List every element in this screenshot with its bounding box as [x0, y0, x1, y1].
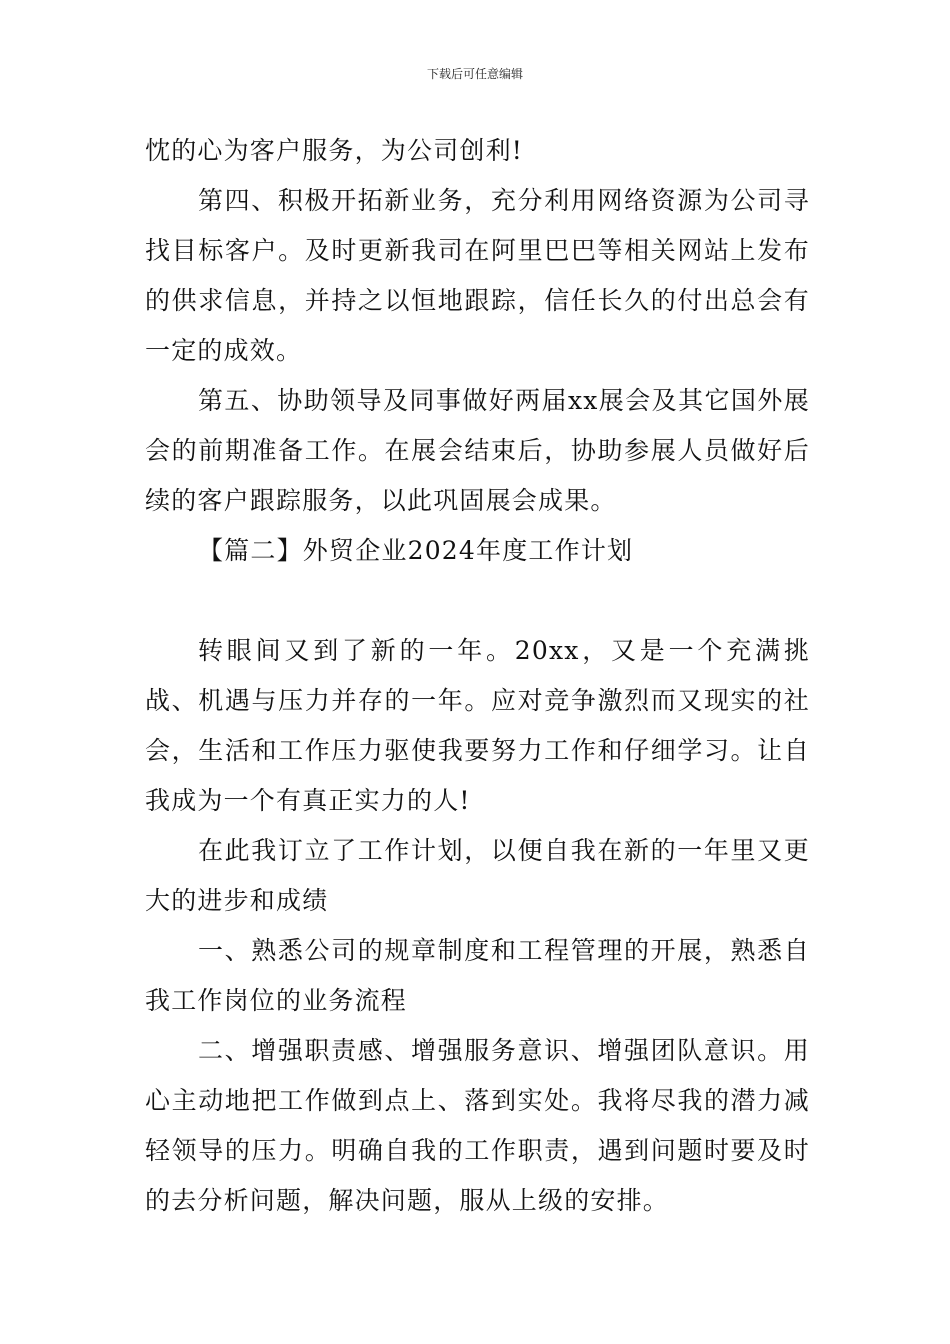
paragraph-point-two: 二、增强职责感、增强服务意识、增强团队意识。用心主动地把工作做到点上、落到实处。我将尽我的潜力减轻领导的压力。明确自我的工作职责，遇到问题时要及时的去分析问题，解决问题，服从上级的安排。	[145, 1036, 810, 1215]
paragraph-continuation: 忱的心为客户服务，为公司创利!	[145, 136, 524, 165]
paragraph-item-four: 第四、积极开拓新业务，充分利用网络资源为公司寻找目标客户。及时更新我司在阿里巴巴等相关网站上发布的供求信息，并持之以恒地跟踪，信任长久的付出总会有一定的成效。	[145, 186, 810, 365]
paragraph-item-five: 第五、协助领导及同事做好两届xx展会及其它国外展会的前期准备工作。在展会结束后，协助参展人员做好后续的客户跟踪服务，以此巩固展会成果。	[145, 386, 810, 515]
paragraph-intro: 转眼间又到了新的一年。20xx，又是一个充满挑战、机遇与压力并存的一年。应对竞争激烈而又现实的社会，生活和工作压力驱使我要努力工作和仔细学习。让自我成为一个有真正实力的人!	[145, 636, 810, 815]
paragraph-plan: 在此我订立了工作计划，以便自我在新的一年里又更大的进步和成绩	[145, 836, 810, 915]
document-body	[145, 126, 810, 1226]
paragraph-point-one: 一、熟悉公司的规章制度和工程管理的开展，熟悉自我工作岗位的业务流程	[145, 936, 810, 1015]
page-header-note: 下载后可任意编辑	[426, 67, 523, 81]
section-heading: 【篇二】外贸企业2024年度工作计划	[198, 536, 634, 565]
